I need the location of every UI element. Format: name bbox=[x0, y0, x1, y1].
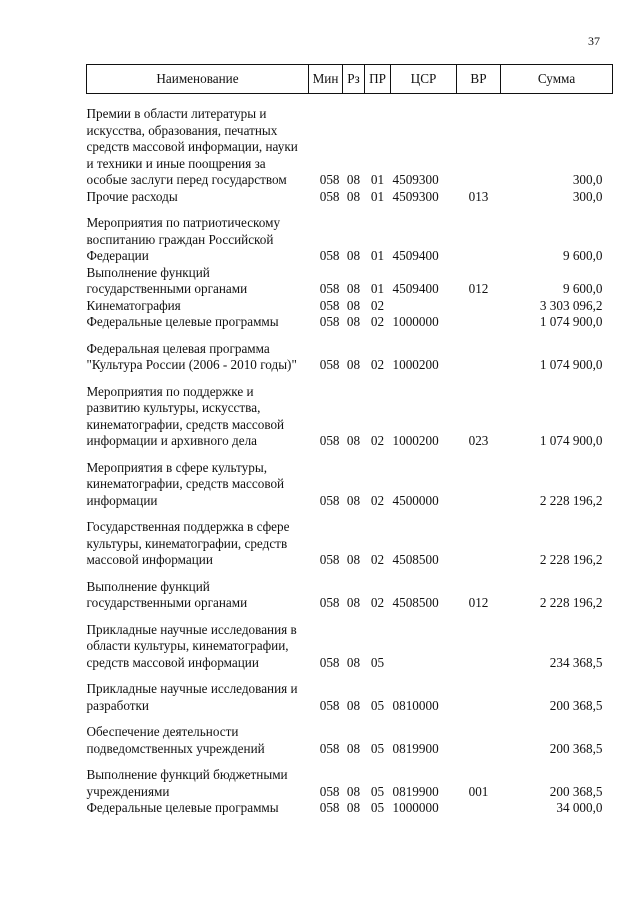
cell-pr: 01 bbox=[370, 281, 385, 296]
table-row bbox=[87, 94, 613, 189]
cell-pr: 02 bbox=[370, 314, 385, 329]
cell-name: Выполнение функций государственными органами bbox=[86, 578, 248, 610]
cell-name: Прикладные научные исследования в области культуры, кинематографии, средств массовой информации bbox=[86, 621, 297, 670]
cell-vr bbox=[457, 298, 501, 315]
cell-pr: 02 bbox=[370, 433, 385, 448]
cell-min: 058 bbox=[319, 595, 340, 610]
table-row bbox=[87, 509, 613, 569]
cell-vr: 012 bbox=[468, 281, 489, 296]
cell-name: Обеспечение деятельности подведомственных учреждений bbox=[86, 724, 265, 756]
cell-sum: 2 228 196,2 bbox=[539, 552, 603, 567]
table-row bbox=[87, 569, 613, 612]
cell-name: Государственная поддержка в сфере культуры, кинематографии, средств массовой информации bbox=[86, 519, 290, 567]
cell-csr: 4508500 bbox=[392, 552, 439, 567]
cell-min: 058 bbox=[319, 172, 340, 187]
cell-csr: 4500000 bbox=[392, 492, 439, 508]
cell-pr: 02 bbox=[370, 297, 385, 313]
cell-rz: 08 bbox=[346, 654, 361, 670]
header-vr: ВР bbox=[457, 65, 501, 94]
cell-sum: 9 600,0 bbox=[562, 248, 603, 263]
table-row bbox=[87, 314, 613, 331]
cell-vr bbox=[457, 94, 501, 189]
cell-name: Мероприятия по поддержке и развитию культуры, искусства, кинематографии, средств массовой информации и архивного дела bbox=[86, 383, 285, 448]
cell-rz: 08 bbox=[346, 697, 361, 713]
cell-name: Мероприятия по патриотическому воспитанию граждан Российской Федерации bbox=[86, 215, 281, 263]
table-body bbox=[87, 94, 613, 817]
cell-rz: 08 bbox=[346, 248, 361, 263]
cell-name: Премии в области литературы и искусства, образования, печатных средств массовой информации, науки и техники и иные поощрения за особые заслуги перед государством bbox=[86, 106, 298, 187]
cell-sum: 234 368,5 bbox=[549, 654, 603, 670]
cell-vr bbox=[457, 671, 501, 714]
cell-csr: 0819900 bbox=[392, 740, 439, 756]
cell-rz: 08 bbox=[346, 281, 361, 296]
cell-rz: 08 bbox=[346, 595, 361, 610]
cell-min: 058 bbox=[319, 800, 340, 815]
table-row bbox=[87, 612, 613, 672]
cell-pr: 05 bbox=[370, 654, 385, 670]
table-row bbox=[87, 265, 613, 298]
table-row bbox=[87, 331, 613, 374]
cell-vr: 001 bbox=[468, 783, 489, 799]
cell-sum: 200 368,5 bbox=[549, 697, 603, 713]
cell-rz: 08 bbox=[346, 314, 361, 329]
cell-min: 058 bbox=[319, 783, 340, 799]
header-name: Наименование bbox=[87, 65, 309, 94]
cell-csr: 4508500 bbox=[392, 595, 439, 610]
cell-sum: 1 074 900,0 bbox=[539, 357, 603, 372]
cell-pr: 02 bbox=[370, 492, 385, 508]
table-row bbox=[87, 189, 613, 206]
cell-name: Кинематография bbox=[86, 297, 181, 313]
cell-name: Федеральные целевые программы bbox=[86, 800, 279, 815]
cell-rz: 08 bbox=[346, 492, 361, 508]
cell-vr bbox=[457, 205, 501, 265]
cell-pr: 01 bbox=[370, 172, 385, 187]
table-header bbox=[87, 65, 613, 94]
cell-vr: 013 bbox=[468, 188, 489, 204]
cell-rz: 08 bbox=[346, 188, 361, 204]
cell-pr: 02 bbox=[370, 552, 385, 567]
cell-rz: 08 bbox=[346, 357, 361, 372]
cell-min: 058 bbox=[319, 740, 340, 756]
cell-name: Выполнение функций бюджетными учреждениями bbox=[86, 767, 288, 799]
cell-sum: 3 303 096,2 bbox=[539, 297, 603, 313]
cell-csr: 4509400 bbox=[392, 248, 439, 263]
header-pr: ПР bbox=[365, 65, 391, 94]
cell-min: 058 bbox=[319, 357, 340, 372]
table-row bbox=[87, 298, 613, 315]
cell-min: 058 bbox=[319, 297, 340, 313]
cell-name: Мероприятия в сфере культуры, кинематографии, средств массовой информации bbox=[86, 459, 285, 508]
cell-rz: 08 bbox=[346, 172, 361, 187]
cell-vr bbox=[457, 450, 501, 510]
cell-sum: 34 000,0 bbox=[556, 800, 603, 815]
page-number: 37 bbox=[588, 34, 600, 48]
table-row bbox=[87, 450, 613, 510]
cell-sum: 2 228 196,2 bbox=[539, 492, 603, 508]
cell-min: 058 bbox=[319, 552, 340, 567]
cell-pr: 02 bbox=[370, 357, 385, 372]
header-rz: Рз bbox=[343, 65, 365, 94]
cell-min: 058 bbox=[319, 697, 340, 713]
cell-min: 058 bbox=[319, 654, 340, 670]
cell-vr: 012 bbox=[468, 595, 489, 610]
cell-rz: 08 bbox=[346, 783, 361, 799]
cell-csr: 1000200 bbox=[392, 357, 439, 372]
cell-csr: 4509400 bbox=[392, 281, 439, 296]
cell-sum: 9 600,0 bbox=[562, 281, 603, 296]
header-csr: ЦСР bbox=[391, 65, 457, 94]
cell-vr bbox=[457, 331, 501, 374]
table-row bbox=[87, 800, 613, 817]
cell-csr: 0819900 bbox=[392, 783, 439, 799]
table-row bbox=[87, 374, 613, 450]
table-row bbox=[87, 205, 613, 265]
cell-rz: 08 bbox=[346, 740, 361, 756]
cell-vr bbox=[457, 800, 501, 817]
header-min: Мин bbox=[309, 65, 343, 94]
cell-name: Федеральные целевые программы bbox=[86, 314, 279, 329]
cell-pr: 01 bbox=[370, 188, 385, 204]
cell-sum: 1 074 900,0 bbox=[539, 314, 603, 329]
cell-sum: 300,0 bbox=[572, 172, 603, 187]
cell-csr bbox=[391, 298, 457, 315]
cell-min: 058 bbox=[319, 433, 340, 448]
cell-name: Прочие расходы bbox=[86, 188, 178, 204]
cell-pr: 05 bbox=[370, 783, 385, 799]
table-row bbox=[87, 757, 613, 800]
cell-csr: 1000000 bbox=[392, 800, 439, 815]
cell-rz: 08 bbox=[346, 297, 361, 313]
cell-sum: 2 228 196,2 bbox=[539, 595, 603, 610]
cell-vr: 023 bbox=[468, 433, 489, 448]
cell-sum: 1 074 900,0 bbox=[539, 433, 603, 448]
cell-pr: 05 bbox=[370, 800, 385, 815]
cell-pr: 05 bbox=[370, 697, 385, 713]
cell-vr bbox=[457, 714, 501, 757]
cell-vr bbox=[457, 314, 501, 331]
cell-vr bbox=[457, 612, 501, 672]
budget-table bbox=[86, 64, 613, 817]
header-sum: Сумма bbox=[501, 65, 613, 94]
cell-csr: 4509300 bbox=[392, 172, 439, 187]
cell-rz: 08 bbox=[346, 552, 361, 567]
cell-sum: 300,0 bbox=[572, 188, 603, 204]
cell-csr: 0810000 bbox=[392, 697, 439, 713]
cell-sum: 200 368,5 bbox=[549, 740, 603, 756]
cell-min: 058 bbox=[319, 492, 340, 508]
cell-min: 058 bbox=[319, 188, 340, 204]
cell-sum: 200 368,5 bbox=[549, 783, 603, 799]
cell-vr bbox=[457, 509, 501, 569]
cell-name: Федеральная целевая программа "Культура России (2006 - 2010 годы)" bbox=[86, 340, 297, 372]
cell-min: 058 bbox=[319, 248, 340, 263]
cell-pr: 05 bbox=[370, 740, 385, 756]
table-row bbox=[87, 671, 613, 714]
table-row bbox=[87, 714, 613, 757]
cell-csr: 1000000 bbox=[392, 314, 439, 329]
cell-csr: 4509300 bbox=[392, 188, 439, 204]
cell-name: Прикладные научные исследования и разработки bbox=[86, 681, 298, 713]
cell-rz: 08 bbox=[346, 433, 361, 448]
cell-rz: 08 bbox=[346, 800, 361, 815]
cell-name: Выполнение функций государственными органами bbox=[86, 264, 248, 296]
cell-min: 058 bbox=[319, 281, 340, 296]
cell-csr: 1000200 bbox=[392, 433, 439, 448]
cell-pr: 02 bbox=[370, 595, 385, 610]
cell-csr bbox=[391, 612, 457, 672]
cell-pr: 01 bbox=[370, 248, 385, 263]
cell-min: 058 bbox=[319, 314, 340, 329]
